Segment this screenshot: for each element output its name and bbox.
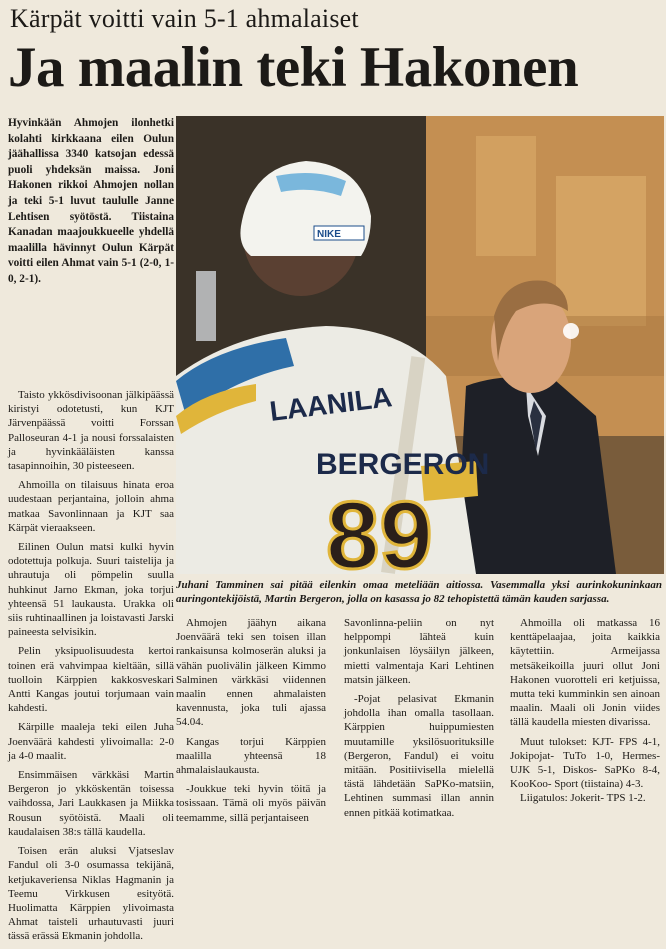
body-paragraph: Taisto ykkösdivisoonan jälkipäässä kiristyi odotetusti, kun KJT Järvenpäässä voitti Forssan Palloseuran 4-1 ja nousi forssalaisten ja hyvinkääläisten kanssa tasapinnoihin, 30 pisteeseen. (8, 389, 174, 473)
helmet-brand-text: NIKE (317, 229, 341, 240)
body-paragraph: -Joukkue teki hyvin töitä ja tosissaan. Tämä oli myös päivän teemamme, sillä perjantaiseen (176, 783, 326, 824)
column-2 (176, 616, 326, 830)
headline: Ja maalin teki Hakonen (8, 36, 579, 99)
column-1 (8, 388, 174, 949)
photo-illustration (176, 116, 664, 574)
league-result: Liigatulos: Jokerit- TPS 1-2. (520, 792, 646, 805)
other-results: Muut tulokset: KJT- FPS 4-1, Jokipojat- TuTo 1-0, Hermes- UJK 5-1, Diskos- SaPKo 8-4, KooKoo- Sport (tiistaina) 4-3. (510, 735, 660, 791)
body-paragraph: Ensimmäisen värkkäsi Martin Bergeron jo ykköskentän toisessa vaihdossa, Jari Laukkasen ja Miikka Rousun syötöistä. Maali oli kaudalaisen 38:s tällä kaudella. (8, 769, 174, 838)
body-paragraph: Pelin yksipuolisuudesta kertoi toinen erä vahvimpaa kieltään, sillä tuolloin Kärppien kakkosveskari Antti Kangas joutui torjumaan vain kahdesti. (8, 645, 174, 715)
kicker: Kärpät voitti vain 5-1 ahmalaiset (10, 4, 359, 33)
results-box (510, 735, 660, 806)
body-paragraph: Ahmoilla oli matkassa 16 kenttäpelaajaa, joita kaikkia käytettiin. Armeijassa metsäkeikoilla juuri ollut Joni Hakonen vuorotteli eri ketjuissa, mutta teki kumminkin sen ainoan maalin. Maali oli Jonin viides tällä kaudella miesten divarissa. (510, 617, 660, 729)
body-paragraph: Savonlinna-peliin on nyt helppompi lähteä kuin jonkunlaisen löysäilyn jälkeen, mietti valmentaja Kari Lehtinen matsin jälkeen. (344, 617, 494, 686)
body-paragraph: Kangas torjui Kärppien maalilla yhteensä 18 ahmalaislaukausta. (176, 735, 326, 777)
photo-caption: Juhani Tamminen sai pitää eilenkin omaa meteliään aitiossa. Vasemmalla yksi aurinkokuninkaan auringontekijöistä, Martin Bergeron, jolla on kasassa jo 82 tehopistettä tämän kauden sarjassa. (176, 579, 662, 605)
column-4 (510, 616, 660, 806)
jersey-name: BERGERON (316, 448, 490, 481)
body-paragraph: Eilinen Oulun matsi kulki hyvin odotettuja polkuja. Suuri taistelija ja uhrautuja oli pömpelin suulla huhkinut Jarno Ekman, joka torjui yhteensä 51 laukausta. Urakka oli siis ruhtinaallinen ja loistavasti Jarski paineesta selvisikin. (8, 541, 174, 639)
body-paragraph: -Pojat pelasivat Ekmanin johdolla ihan omalla tasollaan. Kärppien huippumiesten muutamille yksilösuorituksille (Bergeron, Fandul) ei voitu mitään. Positiivisella mielellä tästä lähdetään SaPKo-matsiin, Lehtinen summasi illan annin ennen pitkää kotimatkaa. (344, 693, 494, 819)
jersey-number: 89 (326, 482, 433, 574)
photo (176, 116, 664, 574)
body-paragraph: Ahmoilla on tilaisuus hinata eroa uudestaan perjantaina, jolloin ahma matkaa Savonlinnaan ja KJT saa Kärpät vieraakseen. (8, 479, 174, 534)
body-paragraph: Ahmojen jäähyn aikana Joenväärä teki sen toisen illan rankaisunsa kolmoserän aluksi ja vähän puolivälin jälkeen Kimmo Salminen värkkäsi viidennen maalin ennen ahmalaisten kavennusta, joka tuli ajassa 54.04. (176, 617, 326, 729)
body-paragraph: Kärpille maaleja teki eilen Juha Joenväärä kahdesti ylivoimalla: 2-0 ja 4-0 maalit. (8, 721, 174, 762)
body-paragraph: Toisen erän aluksi Vjatseslav Fandul oli 3-0 osumassa tekijänä, ketjukaveriensa Niklas Hagmanin ja Teemu Virkkusen esityötä. Huolimatta Kärppien ylivoimasta Ahmat taisteli urhautuvasti juuri tässä erässä Ekmanin johdolla. (8, 845, 174, 943)
lead-paragraph: Hyvinkään Ahmojen ilonhetki kolahti kirkkaana eilen Oulun jäähallissa 3340 katsojan edessä puoli yhdeksän maissa. Joni Hakonen rikkoi Ahmojen nollan ja teki 5-1 luvut taululle Janne Lehtisen syötöstä. Tiistaina Kanadan maajoukkueelle yhdellä maalilla hävinnyt Oulun Kärpät voitti eilen Ahmat vain 5-1 (2-0, 1-0, 2-1). (8, 117, 174, 285)
column-3 (344, 616, 494, 825)
jersey-name-top: LAANILA (267, 381, 394, 427)
